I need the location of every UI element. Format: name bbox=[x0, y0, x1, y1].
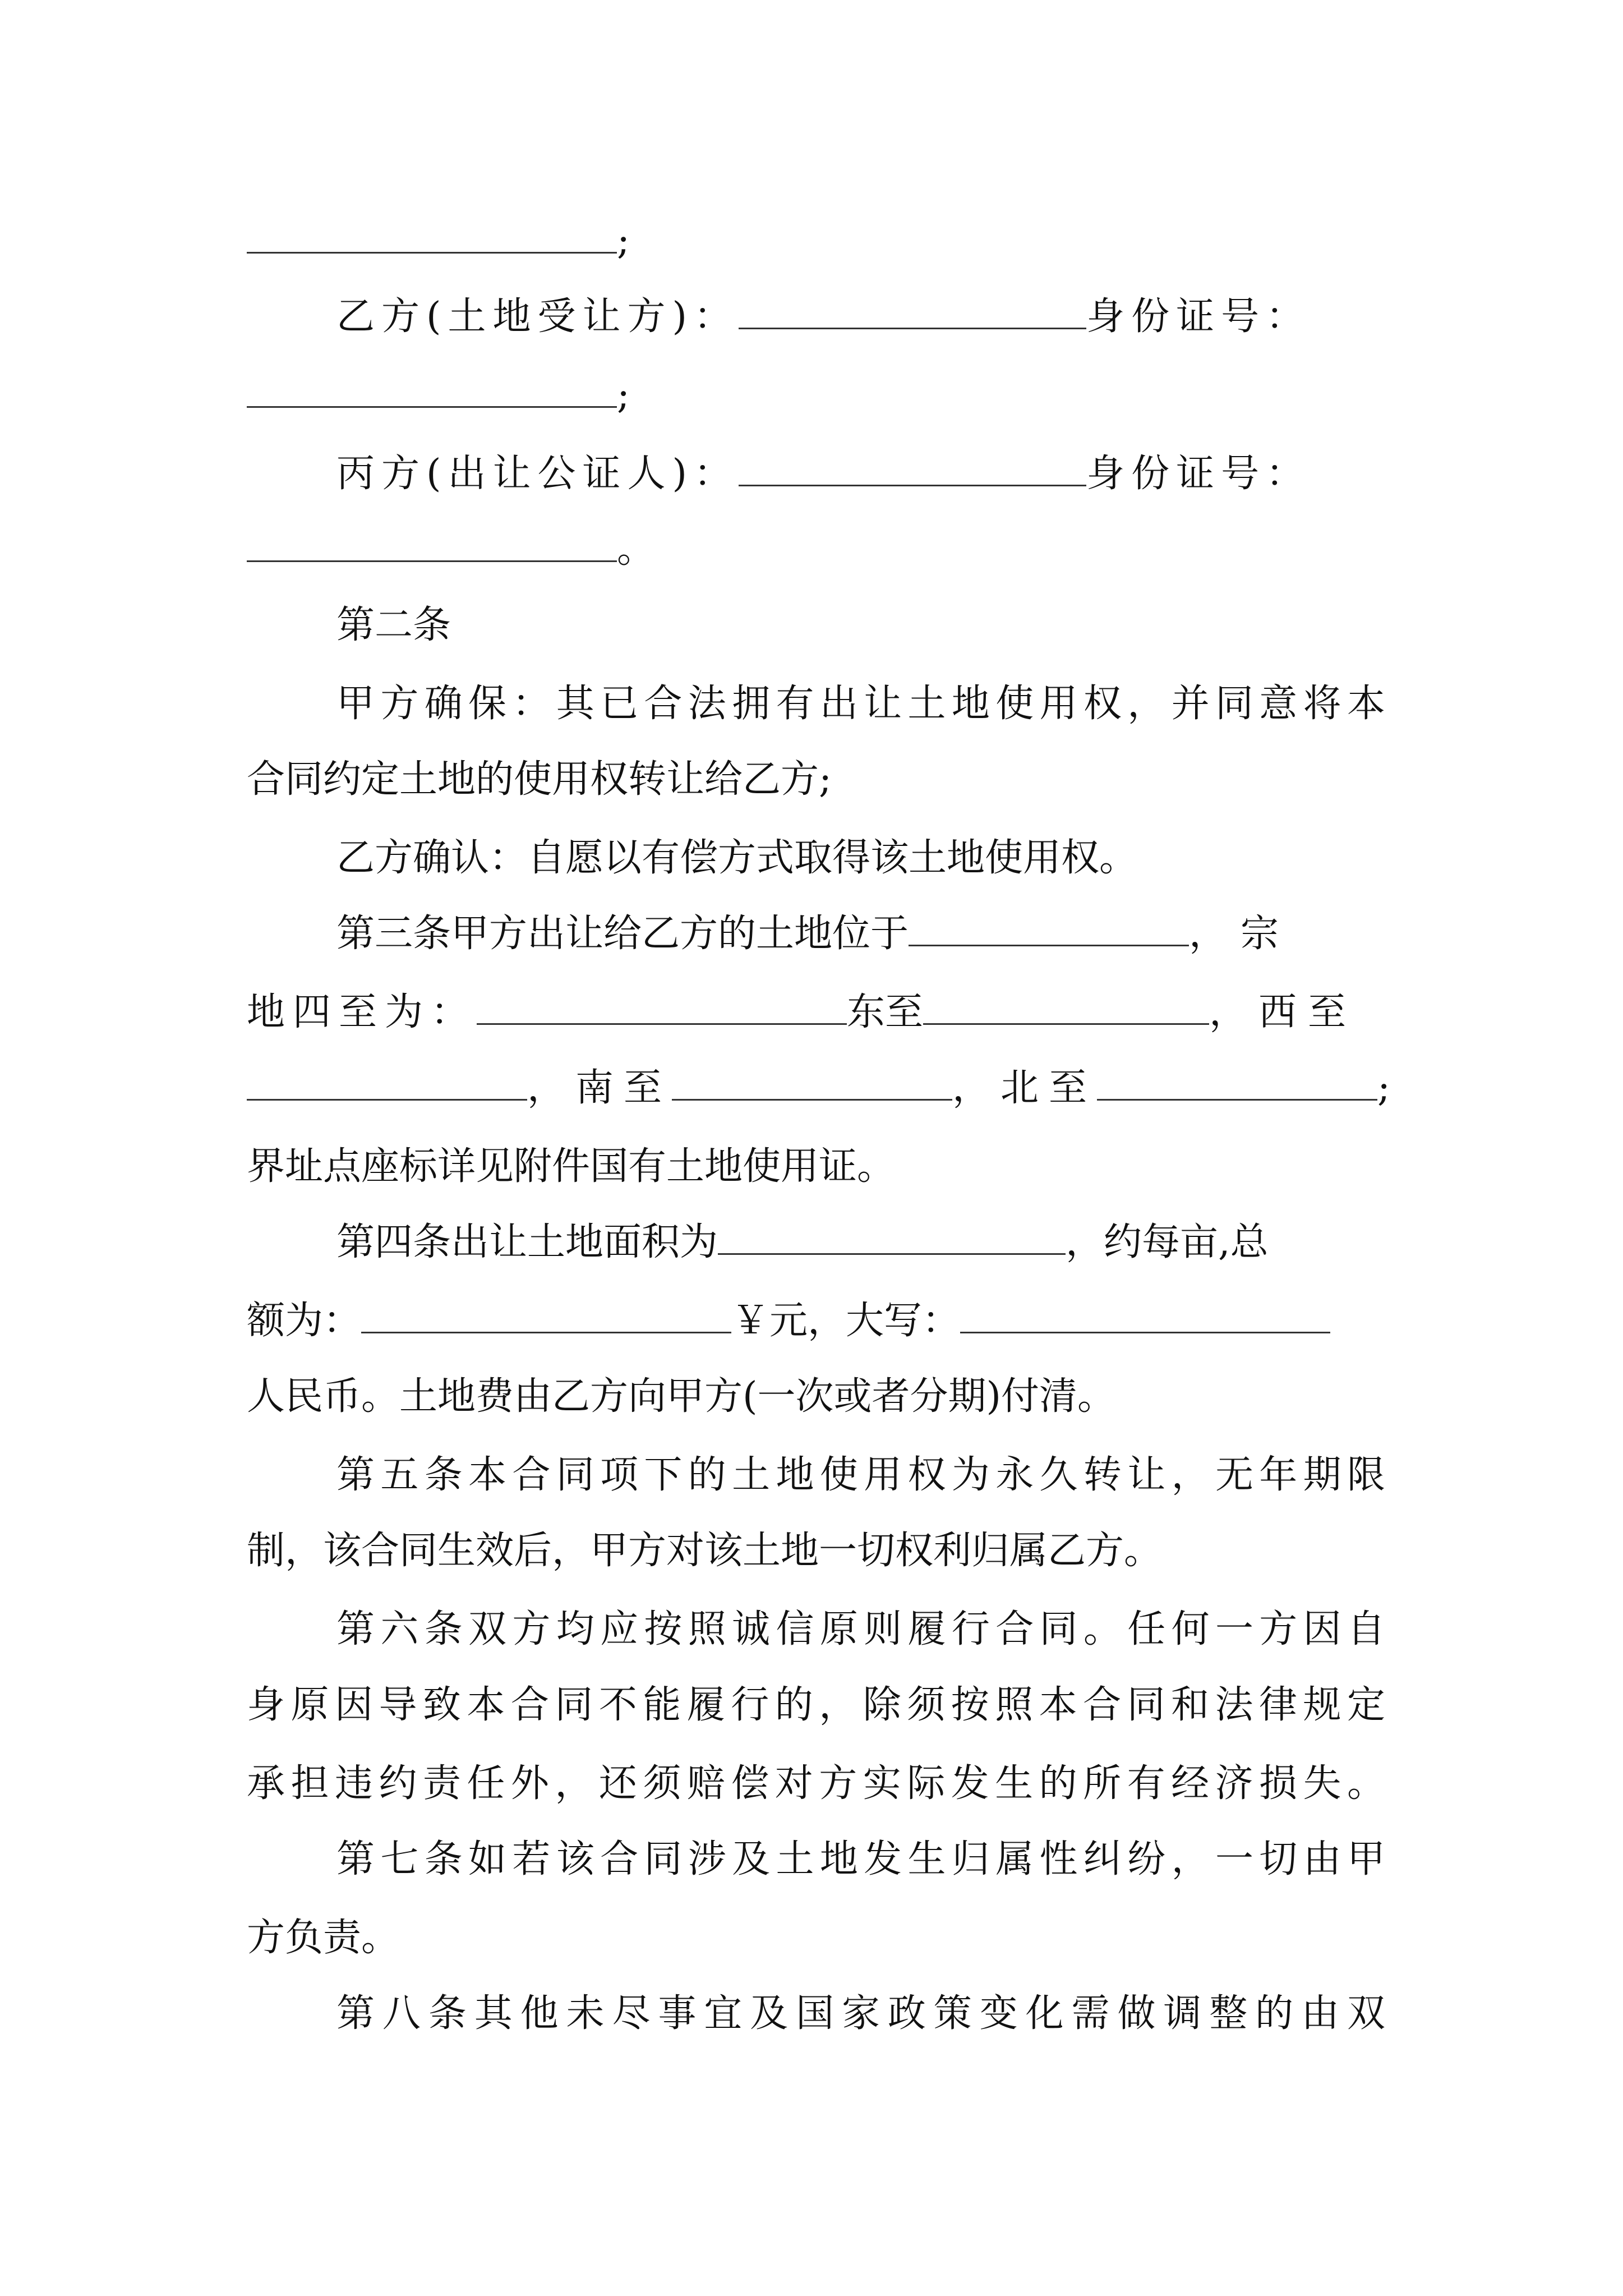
boundary-blank bbox=[477, 988, 847, 1025]
article-3-end: ，宗 bbox=[1189, 912, 1293, 956]
article-2-para1-line1: 甲方确保：其已合法拥有出让土地使用权，并同意将本 bbox=[336, 682, 1385, 726]
area-end: ，约每亩,总 bbox=[1066, 1220, 1269, 1264]
location-blank bbox=[909, 910, 1189, 946]
total-label: 额为： bbox=[247, 1299, 362, 1343]
party-c-name-blank bbox=[739, 450, 1086, 486]
article-6-line2: 身原因导致本合同不能履行的，除须按照本合同和法律规定 bbox=[247, 1683, 1385, 1727]
article-3-line3 bbox=[247, 1057, 1390, 1119]
amount-words-label: ￥元，大写： bbox=[731, 1299, 961, 1343]
article-2-para2: 乙方确认：自愿以有偿方式取得该土地使用权。 bbox=[336, 836, 1138, 880]
article-3-line2 bbox=[247, 982, 1385, 1043]
line-punct: 。 bbox=[617, 527, 656, 572]
article-7-line2: 方负责。 bbox=[247, 1916, 400, 1960]
blank-field bbox=[247, 526, 617, 562]
article-2-para1-line2: 合同约定土地的使用权转让给乙方; bbox=[247, 757, 832, 802]
south-blank bbox=[672, 1064, 952, 1101]
party-b-name-blank bbox=[739, 293, 1086, 329]
amount-words-blank bbox=[960, 1297, 1330, 1333]
party-a-id-line bbox=[247, 210, 1385, 272]
article-4-line1 bbox=[247, 1212, 1385, 1273]
party-c-id-line bbox=[247, 519, 1385, 581]
id-number-label: 身份证号： bbox=[1086, 452, 1311, 496]
blank-field bbox=[247, 371, 617, 408]
party-b-id-line bbox=[247, 365, 1385, 426]
article-6-line1: 第六条双方均应按照诚信原则履行合同。任何一方因自 bbox=[336, 1607, 1385, 1651]
article-6-line3: 承担违约责任外，还须赔偿对方实际发生的所有经济损失。 bbox=[247, 1761, 1385, 1806]
article-7-line1: 第七条如若该合同涉及土地发生归属性纠纷，一切由甲 bbox=[336, 1837, 1385, 1881]
article-4-line2 bbox=[247, 1290, 1385, 1352]
id-number-label: 身份证号： bbox=[1086, 295, 1311, 339]
line-punct: ; bbox=[617, 219, 630, 263]
east-blank bbox=[923, 988, 1209, 1025]
article-5-line2: 制，该合同生效后，甲方对该土地一切权利归属乙方。 bbox=[247, 1529, 1163, 1573]
north-blank bbox=[1097, 1064, 1377, 1101]
south-blank-prefix bbox=[247, 1064, 527, 1101]
area-text: 第四条出让土地面积为 bbox=[336, 1220, 718, 1264]
north-label: ，北至 bbox=[952, 1066, 1098, 1110]
east-label: 东至 bbox=[847, 990, 924, 1034]
west-label: ，西至 bbox=[1209, 990, 1358, 1034]
line-punct: ; bbox=[1377, 1066, 1390, 1110]
party-c-line bbox=[247, 443, 1385, 505]
article-3-line1 bbox=[247, 903, 1385, 965]
article-8-line1: 第八条其他未尽事宜及国家政策变化需做调整的由双 bbox=[336, 1991, 1385, 2036]
boundary-label: 地四至为： bbox=[247, 990, 477, 1034]
article-2-heading: 第二条 bbox=[336, 603, 451, 647]
south-label: ，南至 bbox=[527, 1066, 672, 1110]
amount-blank bbox=[361, 1297, 731, 1333]
line-punct: ; bbox=[617, 373, 630, 417]
party-c-label: 丙方(出让公证人)： bbox=[336, 452, 739, 496]
article-3-line4: 界址点座标详见附件国有土地使用证。 bbox=[247, 1144, 896, 1189]
article-3-text: 第三条甲方出让给乙方的土地位于 bbox=[336, 912, 909, 956]
party-b-line bbox=[247, 286, 1385, 348]
party-b-label: 乙方(土地受让方)： bbox=[336, 295, 739, 339]
article-5-line1: 第五条本合同项下的土地使用权为永久转让，无年期限 bbox=[336, 1453, 1385, 1497]
area-blank bbox=[718, 1218, 1066, 1255]
blank-field bbox=[247, 217, 617, 254]
article-4-line3: 人民币。土地费由乙方向甲方(一次或者分期)付清。 bbox=[247, 1374, 1116, 1419]
